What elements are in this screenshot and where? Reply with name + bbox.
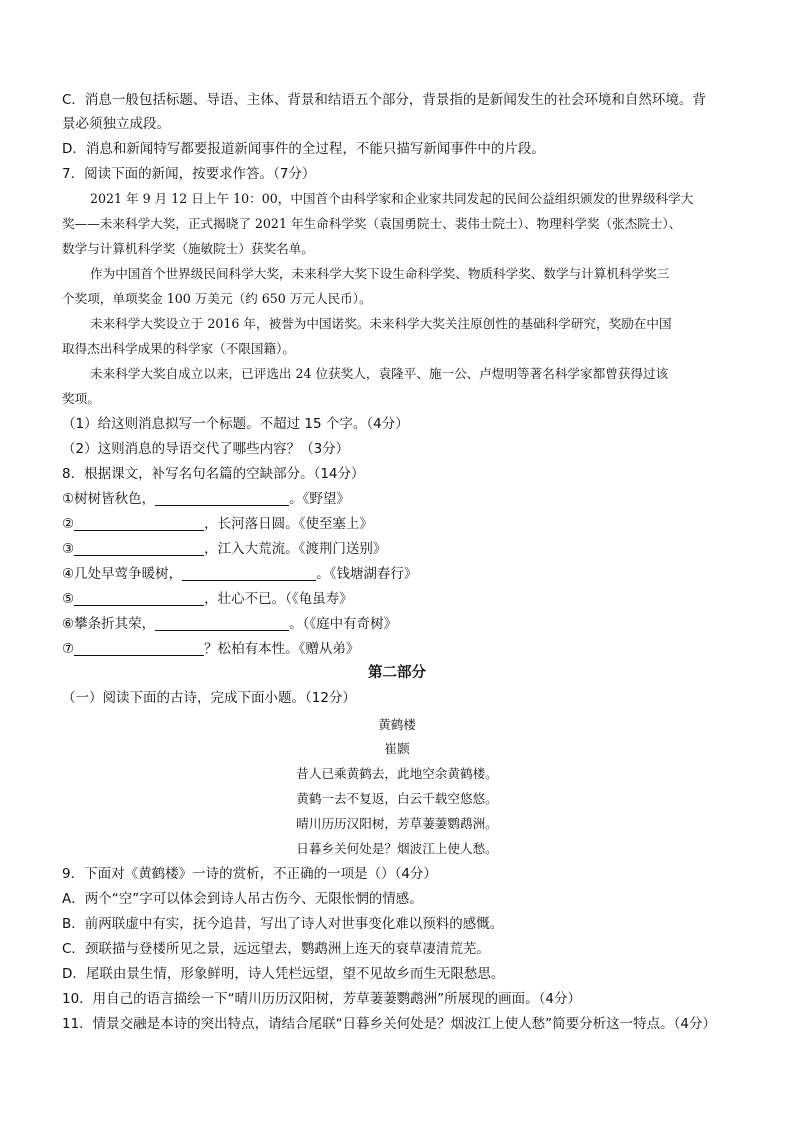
news-paragraph-1-line-3: 数学与计算机科学奖（施敏院士）获奖名单。 [62, 241, 314, 256]
news-paragraph-2-line-1: 作为中国首个世界级民间科学大奖，未来科学大奖下设生命科学奖、物质科学奖、数学与计算机科学奖三 [90, 266, 670, 281]
fill-blank-6-prefix: ⑥攀条折其荣， [62, 616, 156, 632]
news-paragraph-1-line-1: 2021 年 9 月 12 日上午 10：00，中国首个由科学家和企业家共同发起的民间公益组织颁发的世界级科学大 [90, 191, 694, 206]
fill-blank-3-prefix: ③ [62, 541, 75, 557]
fill-blank-2-suffix: ，长河落日圆。《使至塞上》 [204, 516, 373, 532]
fill-blank-3-suffix: ，江入大荒流。《渡荆门送别》 [204, 541, 387, 557]
option-d: D．消息和新闻特写都要报道新闻事件的全过程，不能只描写新闻事件中的片段。 [62, 141, 545, 157]
question-9: 9．下面对《黄鹤楼》一诗的赏析，不正确的一项是（）（4分） [62, 866, 437, 882]
news-paragraph-1-line-2: 奖——未来科学大奖，正式揭晓了 2021 年生命科学奖（袁国勇院士、裴伟士院士）、物理科学奖（张杰院士）、 [62, 216, 682, 231]
poem-author: 崔颢 [384, 741, 410, 756]
question-10: 10．用自己的语言描绘一下“晴川历历汉阳树，芳草萋萋鹦鹉洲”所展现的画面。（4分） [62, 991, 582, 1007]
question-9-option-d: D．尾联由景生情，形象鲜明，诗人凭栏远望，望不见故乡而生无限愁思。 [62, 966, 505, 982]
option-c-line-1: C．消息一般包括标题、导语、主体、背景和结语五个部分，背景指的是新闻发生的社会环境和自然环境。背 [62, 92, 706, 108]
fill-blank-2 [62, 514, 373, 534]
news-paragraph-3-line-1: 未来科学大奖设立于 2016 年，被誉为中国诺奖。未来科学大奖关注原创性的基础科学研究，奖励在中国 [90, 316, 672, 331]
question-7-2: （2）这则消息的导语交代了哪些内容？（3分） [62, 441, 350, 457]
question-9-option-a: A．两个“空”字可以体会到诗人吊古伤今、无限怅惘的情感。 [62, 891, 423, 907]
news-paragraph-3-line-2: 取得杰出科学成果的科学家（不限国籍）。 [62, 341, 295, 356]
answer-blank-4[interactable] [182, 565, 316, 581]
question-7-1: （1）给这则消息拟写一个标题。不超过 15 个字。（4分） [62, 416, 409, 432]
fill-blank-4-suffix: 。《钱塘湖春行》 [316, 566, 418, 582]
section-one-instruction: （一）阅读下面的古诗，完成下面小题。（12分） [62, 690, 356, 706]
fill-blank-5-suffix: ，壮心不已。（《龟虽寿》 [204, 591, 353, 607]
fill-blank-5 [62, 589, 353, 609]
fill-blank-1-prefix: ①树树皆秋色， [62, 491, 156, 507]
fill-blank-4 [62, 564, 417, 584]
news-paragraph-2-line-2: 个奖项，单项奖金 100 万美元（约 650 万元人民币）。 [62, 291, 372, 306]
poem-line-3: 晴川历历汉阳树，芳草萋萋鹦鹉洲。 [296, 816, 498, 831]
question-7: 7．阅读下面的新闻，按要求作答。（7分） [62, 166, 316, 182]
fill-blank-7 [62, 639, 359, 659]
fill-blank-4-prefix: ④几处早莺争暖树， [62, 566, 183, 582]
poem-line-4: 日暮乡关何处是？烟波江上使人愁。 [296, 841, 498, 856]
answer-blank-1[interactable] [155, 490, 289, 506]
fill-blank-7-prefix: ⑦ [62, 641, 75, 657]
fill-blank-6-suffix: 。（《庭中有奇树》 [289, 616, 398, 632]
fill-blank-1-suffix: 。《野望》 [289, 491, 350, 507]
fill-blank-3 [62, 539, 386, 559]
question-8: 8．根据课文，补写名句名篇的空缺部分。（14分） [62, 466, 365, 482]
answer-blank-5[interactable] [74, 590, 204, 606]
answer-blank-3[interactable] [74, 540, 204, 556]
news-paragraph-4-line-2: 奖项。 [62, 391, 100, 406]
question-9-option-c: C．颈联描与登楼所见之景，远远望去，鹦鹉洲上连天的衰草凄清荒芜。 [62, 941, 490, 957]
fill-blank-2-prefix: ② [62, 516, 75, 532]
poem-line-1: 昔人已乘黄鹤去，此地空余黄鹤楼。 [296, 766, 498, 781]
fill-blank-6 [62, 614, 397, 634]
option-c-line-2: 景必须独立成段。 [62, 116, 170, 132]
question-9-option-b: B．前两联虚中有实，抚今追昔，写出了诗人对世事变化难以预料的感慨。 [62, 916, 504, 932]
part-two-heading: 第二部分 [368, 665, 426, 681]
answer-blank-6[interactable] [155, 615, 289, 631]
answer-blank-7[interactable] [74, 640, 204, 656]
fill-blank-5-prefix: ⑤ [62, 591, 75, 607]
poem-line-2: 黄鹤一去不复返，白云千载空悠悠。 [296, 791, 498, 806]
fill-blank-7-suffix: ？松柏有本性。《赠从弟》 [204, 641, 360, 657]
news-paragraph-4-line-1: 未来科学大奖自成立以来，已评选出 24 位获奖人，袁隆平、施一公、卢煜明等著名科学家都曾获得过该 [90, 366, 669, 381]
fill-blank-1 [62, 489, 350, 509]
answer-blank-2[interactable] [74, 515, 204, 531]
question-11: 11．情景交融是本诗的突出特点，请结合尾联“日暮乡关何处是？烟波江上使人愁”简要分析这一特点。（4分） [62, 1016, 717, 1032]
poem-title: 黄鹤楼 [378, 717, 416, 732]
